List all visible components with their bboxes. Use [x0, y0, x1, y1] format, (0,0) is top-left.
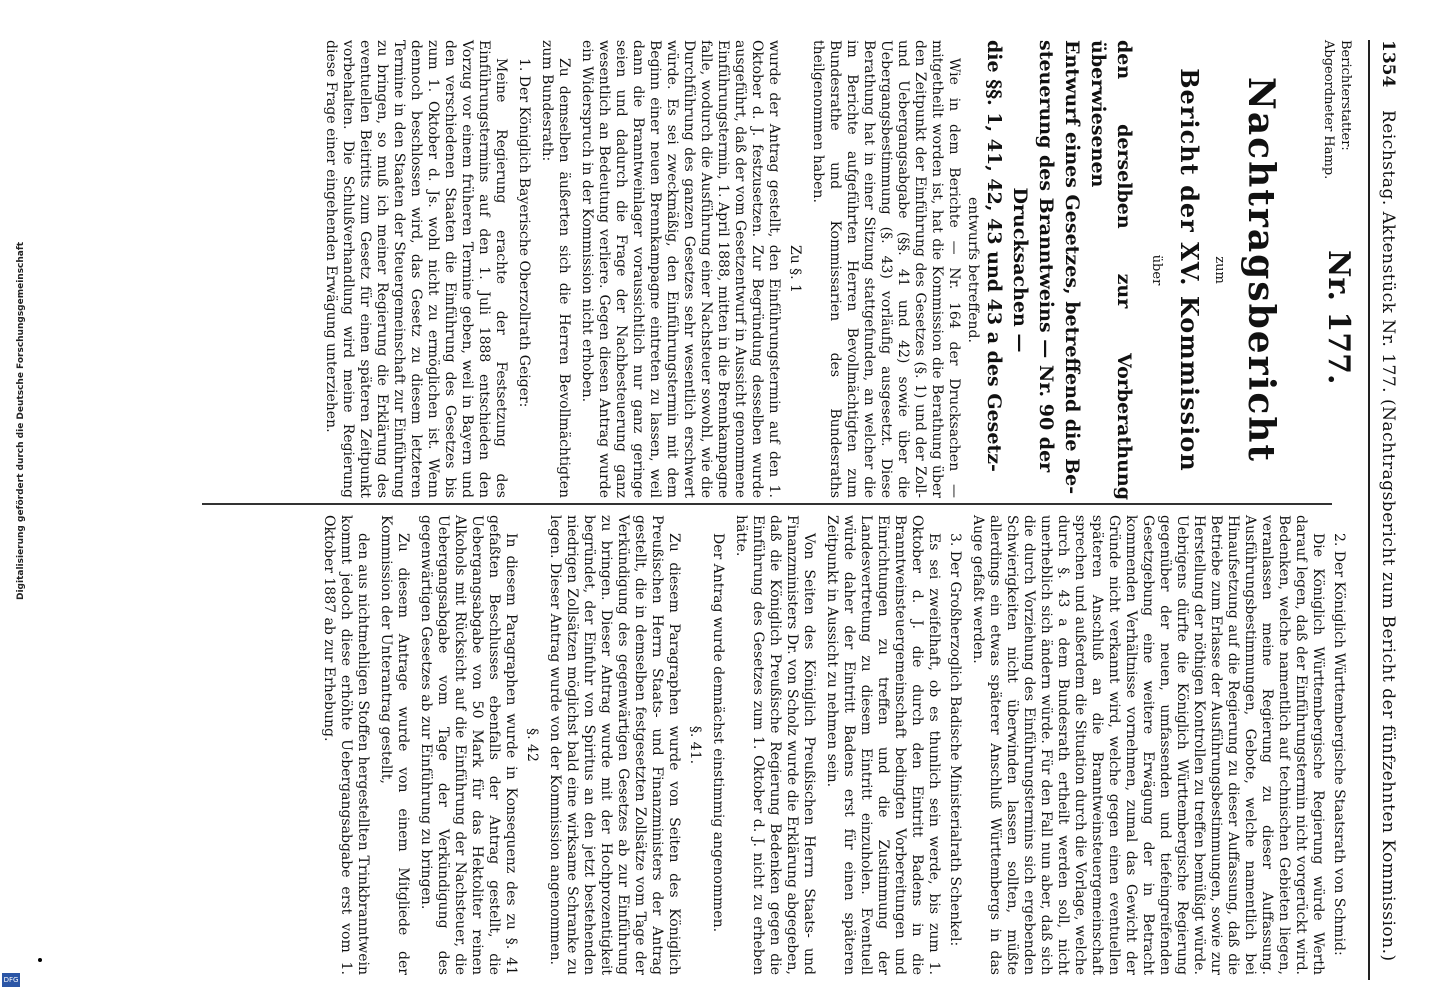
paragraph: Zu diesem Antrage wurde von einem Mitgliede der Kommission der Unterantrag gestellt,	[378, 515, 411, 975]
paragraph: den aus nichtmehligen Stoffen hergestellten Trinkbranntwein kommt jedoch diese erhöhte Uebergangsabgabe erst vom 1. Oktober 1887 ab zur Erhebung.	[321, 515, 371, 975]
paragraph: Zu diesem Paragraphen wurde von Seiten des Königlich Preußischen Herrn Staats- und Finanzministers der Antrag gestellt, die in demselben festgesetzten Zollsätze vom Tage der Verkündigung des gegenwärtigen Gesetzes ab zur Einführung zu bringen. Dieser Antrag wurde mit der Hochprozentigkeit begründet, der Einfuhr von Spiritus an den jetzt bestehenden niedrigen Zollsätzen möglichst bald eine wirksame Schranke zu legen. Dieser Antrag wurde von der Kommission angenommen.	[547, 515, 682, 975]
reporter-label: Berichterstatter:	[1338, 40, 1353, 151]
reporter-block	[1320, 40, 1354, 179]
paragraph: Wie in dem Berichte — Nr. 164 der Drucksachen — mitgetheilt worden ist, hat die Kommission die Berathung über den Zeitpunkt der Einführung des Gesetzes (§. 1) und der Zoll- und Uebergangsabgabe (§§. 41 und 42) sowie über die Uebergangsbestimmung (§. 43) vorläufig ausgesetzt. Diese Berathung hat in einer Sitzung stattgefunden, an welcher die im Berichte aufgeführten Herren Bevollmächtigten zum Bundesrathe und Kommissarien des Bundesraths theilgenommen haben.	[810, 40, 962, 498]
paragraph: Von Seiten des Königlich Preußischen Herrn Staats- und Finanzministers Dr. von Scholz wurde die Erklärung abgegeben, daß die Königlich Preußische Regierung Bedenken gegen die Einführung des Gesetzes zum 1. Oktober d. J. nicht zu erheben hätte.	[733, 515, 817, 975]
document-subtitle: Bericht der XV. Kommission	[1175, 68, 1204, 472]
intro-line: Entwurf eines Gesetzes, betreffend die Be-	[1061, 40, 1083, 495]
paragraph: 3. Der Großherzoglich Badische Ministerialrath Schenkel:	[947, 533, 963, 947]
section-heading: §. 41.	[687, 725, 703, 765]
dfg-logo: DFG	[2, 973, 20, 987]
title-ueber: über	[1149, 254, 1164, 286]
reporter-name: Abgeordneter Hamp.	[1321, 40, 1336, 180]
document-title: Nachtragsbericht	[1240, 76, 1282, 464]
paragraph: Die Königlich Württembergische Regierung würde Werth darauf legen, daß der Einführungstermin nicht vorgerückt wird. Bedenken, welche namentlich auf technischen Gebieten liegen, veranlassen meine Regierung zu dieser Auffassung. Ausführungsbestimmungen, Gebote, welche namentlich bei Hinaufsetzung auf die Regierung zu dieser Auffassung, daß die Betriebe zum Erlasse der Ausführungsbestimmungen, sowie zur Herstellung der nöthigen Kontrollen zu treffen bemüßigt würde. Uebrigens dürfte die Königlich Württembergische Regierung gegenüber der neuen, umfassenden und tiefeingreifenden Gesetzgebung eine weitere Erwägung der in Betracht kommenden Verhältnisse vornehmen, zumal das Gewicht der Gründe nicht verkannt wird, welche gegen einen eventuellen späteren Anschluß an die Branntweinsteuergemeinschaft sprechen und außerdem die Situation durch die Vorlage, welche durch §. 43 a dem Bundesrath ertheilt werden soll, nicht unerheblich sich ändern würde. Für den Fall nun aber, daß sich die durch Vorziehung des Einführungstermins sich ergebenden Schwierigkeiten nicht überwinden lassen sollten, müßte allerdings ein etwas späterer Anschluß Württembergs in das Auge gefaßt werden.	[970, 515, 1326, 975]
paragraph: In diesem Paragraphen wurde in Konsequenz des zu §. 41 gefaßten Beschlusses ebenfalls der Antrag gestellt, die Uebergangsabgabe von 50 Mark für das Hektoliter reinen Alkohols mit Rücksicht auf die Einführung der Nachsteuer, die Uebergangsabgabe vom Tage der Verkündigung des gegenwärtigen Gesetzes ab zur Einführung zu bringen.	[418, 515, 519, 975]
section-heading: §. 42	[524, 728, 540, 762]
paragraph: wurde der Antrag gestellt, den Einführungstermin auf den 1. Oktober d. J. festzusetzen. Zur Begründung desselben wurde ausgeführt, daß der vom Gesetzentwurf in Aussicht genommene Einführungstermin, 1. April 1888, mitten in die Brennkampagne falle, wodurch die Ausführung einer Nachsteuer sowohl, wie die Durchführung des ganzen Gesetzes sehr wesentlich erschwert würde. Es sei zweckmäßig, den Einführungstermin mit dem Beginn einer neuen Brennkampagne eintreten zu lassen, weil dann die Branntweinlager voraussichtlich nur ganz geringe seien und dadurch die Frage der Nachbesteuerung ganz wesentlich an Bedeutung verliere. Gegen diesen Antrag wurde ein Widerspruch in der Kommission nicht erhoben.	[579, 40, 782, 498]
paragraphs-suffix: entwurfs betreffend.	[965, 197, 981, 343]
paragraph: Zu demselben äußerten sich die Herren Bevollmächtigten zum Bundesrath:	[539, 40, 572, 498]
section-heading: Zu §. 1	[787, 244, 803, 293]
running-title: Reichstag. Aktenstück Nr. 177. (Nachtragsbericht zum Bericht der fünfzehnten Kommission.)	[1378, 110, 1398, 962]
paragraph: 1. Der Königlich Bayerische Oberzollrath Geiger:	[516, 58, 532, 408]
column-divider	[202, 503, 1332, 505]
paragraph: Es sei zweifelhaft, ob es thunlich sein werde, bis zum 1. Oktober d. J. die durch den Eintritt Badens in die Branntweinsteuergemeinschaft bedingten Vorbereitungen und Einrichtungen zu treffen und die Zustimmung der Landesvertretung zu diesem Eintritt einzuholen. Eventuell würde daher der Eintritt Badens erst für einen späteren Zeitpunkt in Aussicht zu nehmen sein.	[824, 515, 942, 975]
intro-line: Drucksachen —	[1009, 187, 1031, 353]
running-header	[1368, 40, 1404, 980]
left-column	[322, 40, 962, 498]
intro-block	[964, 40, 1137, 500]
intro-line: steuerung des Branntweins — Nr. 90 der	[1035, 40, 1057, 473]
digitization-credit: Digitalisierung gefördert durch die Deutsche Forschungsgemeinschaft	[16, 241, 26, 600]
paragraph: 2. Der Königlich Württembergische Staatsrath von Schmid:	[1331, 533, 1347, 956]
document-page	[32, 0, 1432, 1000]
right-column	[320, 515, 1347, 975]
footer-strip	[0, 0, 26, 1000]
paragraph: Der Antrag wurde demnächst einstimmig angenommen.	[710, 533, 726, 933]
intro-line: den derselben zur Vorberathung überwiesenen	[1087, 40, 1135, 500]
paragraphs-line: die §§. 1, 41, 42, 43 und 43 a des Gesetz-	[983, 40, 1005, 472]
paragraph: Meine Regierung erachte der Festsetzung des Einführungstermins auf den 1. Juli 1888 entschieden den Vorzug vor einem früheren Termine geben, weil in Bayern und den verschiedenen Staaten die Einführung des Gesetzes bis zum 1. Oktober d. Js. wohl nicht zu ermöglichen ist. Wenn dennoch beschlossen wird, das Gesetz zu diesem letzteren Termine in den Staaten der Steuergemeinschaft zur Einführung zu bringen, so muß ich meiner Regierung die Erklärung des eventuellen Beitritts zum Gesetz für einen späteren Zeitpunkt vorbehalten. Die Schlußverhandlung wird meine Regierung diese Frage einer eingehenden Erwägung unterziehen.	[323, 40, 509, 498]
scan-mark	[38, 958, 42, 962]
page-number: 1354	[1378, 40, 1398, 88]
document-number: Nr. 177.	[1321, 250, 1356, 385]
title-zum: zum	[1212, 256, 1227, 284]
